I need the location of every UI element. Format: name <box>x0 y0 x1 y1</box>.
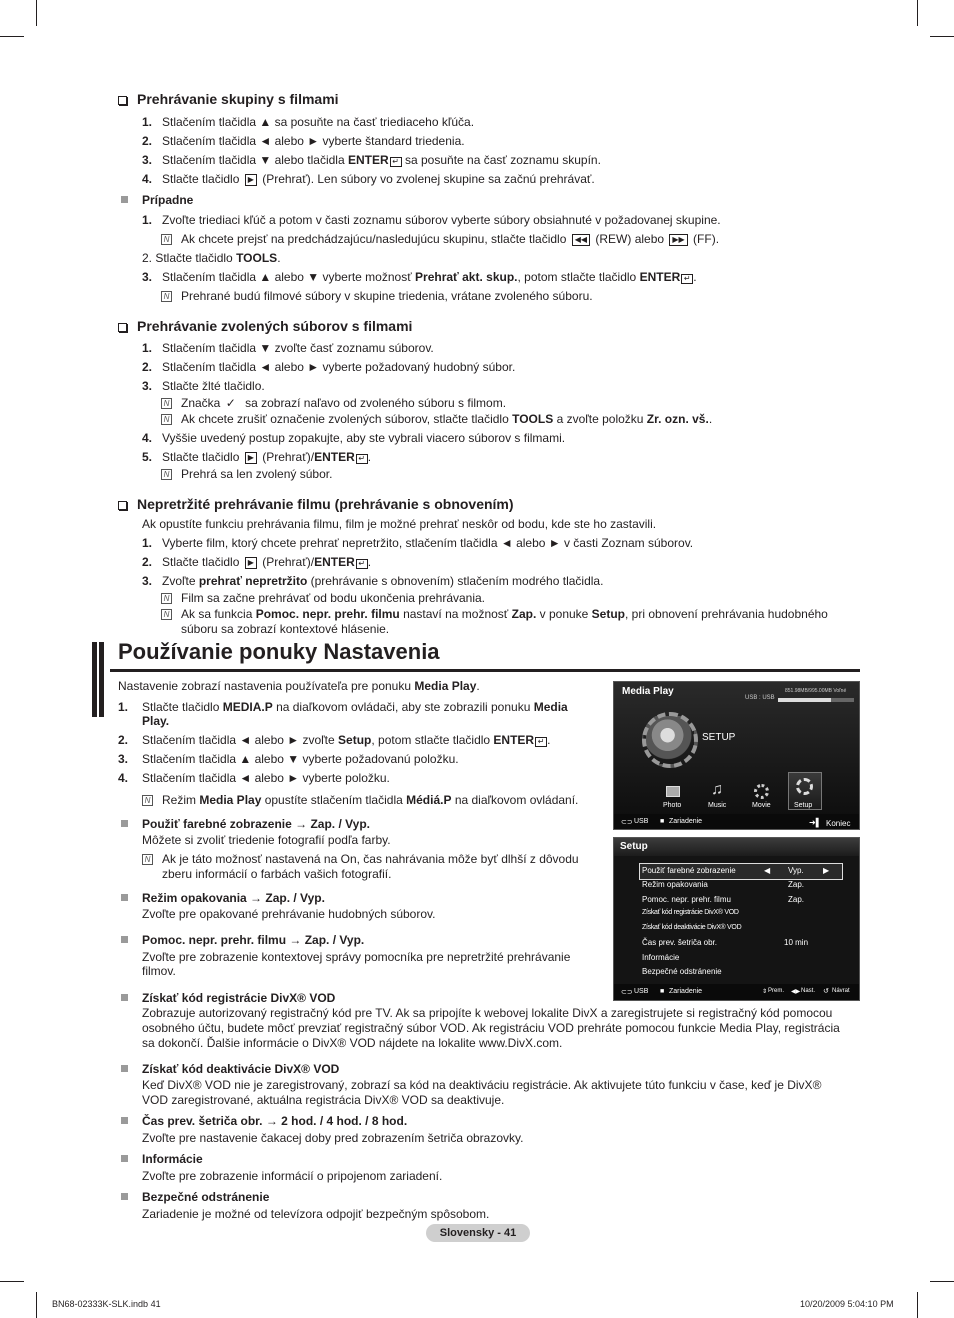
note-icon: N <box>142 795 153 806</box>
rewind-icon: ◀◀ <box>572 234 590 246</box>
play-icon: ▶ <box>245 174 257 186</box>
step-text: Stlačte tlačidlo ▶ (Prehrať)/ENTER ↵ . <box>162 450 372 464</box>
move-label: Prem. <box>768 988 785 994</box>
item-heading: Režim opakovania → Zap. / Vyp. <box>142 891 325 905</box>
bullet-square <box>121 894 128 901</box>
item-heading: Získať kód deaktivácie DivX® VOD <box>142 1062 340 1076</box>
step-text: Stlačením tlačidla ▲ alebo ▼ vyberte požadovanú položku. <box>142 752 459 766</box>
item-desc: Keď DivX® VOD nie je zaregistrovaný, zobrazí sa kód na deaktiváciu registrácie. Ak aktivujete túto funkciu v čase, keď je DivX® <box>142 1078 822 1092</box>
enter-icon: ↵ <box>390 157 402 167</box>
note-icon: N <box>161 469 172 480</box>
item-desc: Môžete si zvoliť triedenie fotografií podľa farby. <box>142 833 391 847</box>
step-number: 3. <box>142 270 153 284</box>
crop-mark <box>917 1292 918 1318</box>
bottom-device: Zariadenie <box>669 818 703 825</box>
step-text: 2. Stlačte tlačidlo TOOLS. <box>142 251 281 265</box>
page-number: Slovensky - 41 <box>426 1224 530 1242</box>
right-arrow-icon: ▶ <box>823 866 830 875</box>
note-icon: N <box>161 609 172 620</box>
setup-label: SETUP <box>702 732 736 743</box>
note-text: Ak chcete zrušiť označenie zvolených súborov, stlačte tlačidlo TOOLS a zvoľte položku Zr. ozn. vš.. <box>181 412 713 426</box>
crop-mark <box>0 36 24 37</box>
photo-label: Photo <box>663 802 682 809</box>
step-text: Stlačením tlačidla ◄ alebo ► vyberte požadovaný hudobný súbor. <box>162 360 516 374</box>
bullet-square <box>121 196 128 203</box>
bottom-bar <box>614 814 860 830</box>
note-icon: N <box>161 398 172 409</box>
capacity-bar <box>778 698 854 702</box>
setup-row-label[interactable]: Pomoc. nepr. prehr. filmu <box>642 895 731 904</box>
title-bar <box>92 642 97 717</box>
step-text: Stlačením tlačidla ◄ alebo ► zvoľte Setup, potom stlačte tlačidlo ENTER ↵ . <box>142 733 551 747</box>
setup-row-value: Zap. <box>788 880 805 889</box>
step-text: Stlačte tlačidlo MEDIA.P na diaľkovom ovládači, aby ste zobrazili ponuku Media <box>142 700 568 714</box>
note-text: Prehrá sa len zvolený súbor. <box>181 467 333 481</box>
photo-icon <box>666 786 680 797</box>
setup-row-label[interactable]: Informácie <box>642 953 680 962</box>
step-number: 5. <box>142 450 153 464</box>
step-number: 3. <box>142 574 153 588</box>
fast-forward-icon: ▶▶ <box>669 234 687 246</box>
adjust-label: Nast. <box>801 988 816 994</box>
step-text: Stlačením tlačidla ▲ alebo ▼ vyberte možnosť Prehrať akt. skup., potom stlačte tlačidlo ENTER ↵ . <box>162 270 697 284</box>
step-text: Stlačením tlačidla ◄ alebo ► vyberte štandard triedenia. <box>162 134 465 148</box>
step-number: 4. <box>142 431 153 445</box>
step-text: Play. <box>142 714 170 728</box>
setup-row-label: Použiť farebné zobrazenie <box>642 866 736 875</box>
step-number: 2. <box>118 733 129 747</box>
step-number: 4. <box>142 172 153 186</box>
step-text: Stlačením tlačidla ▼ alebo tlačidla ENTER ↵ sa posuňte na časť zoznamu skupín. <box>162 153 601 167</box>
print-file-info: BN68-02333K-SLK.indb 41 <box>52 1299 161 1309</box>
setup-row-label[interactable]: Bezpečné odstránenie <box>642 967 722 976</box>
note-icon: N <box>161 414 172 425</box>
item-heading: Informácie <box>142 1152 203 1166</box>
item-desc: Zobrazuje autorizovaný registračný kód pre TV. Ak sa pripojíte k webovej lokalite DivX a zaregistrujete si registračný kód pomocou <box>142 1006 833 1020</box>
bottom-device: Zariadenie <box>669 988 703 995</box>
step-text: Vyššie uvedený postup zopakujte, aby ste vybrali viacero súborov s filmami. <box>162 431 566 445</box>
note-text: Prehrané budú filmové súbory v skupine triedenia, vrátane zvoleného súboru. <box>181 289 593 303</box>
step-number: 4. <box>118 771 129 785</box>
crop-mark <box>917 0 918 26</box>
step-text: Stlačením tlačidla ▲ sa posuňte na časť triediaceho kľúča. <box>162 115 475 129</box>
setup-header <box>614 838 860 856</box>
left-right-icon: ◀▶ <box>791 989 801 995</box>
setup-row-label[interactable]: Získať kód registrácie DivX® VOD <box>642 909 739 916</box>
movie-icon <box>754 784 769 799</box>
bullet-square <box>121 994 128 1001</box>
setup-row-label[interactable]: Režim opakovania <box>642 880 708 889</box>
note-icon: N <box>161 593 172 604</box>
bullet-square <box>121 1193 128 1200</box>
enter-icon: ↵ <box>356 559 368 569</box>
step-number: 1. <box>142 213 153 227</box>
print-date: 10/20/2009 5:04:10 PM <box>800 1299 894 1309</box>
item-heading: Bezpečné odstránenie <box>142 1190 270 1204</box>
step-text: Stlačte tlačidlo ▶ (Prehrať). Len súbory vo zvolenej skupine sa začnú prehrávať. <box>162 172 595 186</box>
step-number: 3. <box>142 153 153 167</box>
step-number: 2. <box>142 360 153 374</box>
note-text: Ak sa funkcia Pomoc. nepr. prehr. filmu nastaví na možnosť Zap. v ponuke Setup, pri obnovení prehrávania hudobného <box>181 607 828 621</box>
device-icon: ■ <box>660 818 665 825</box>
usb-icon: ⊂⊃ <box>621 989 633 996</box>
movie-label: Movie <box>752 802 771 809</box>
title-rule <box>110 669 860 672</box>
note-text: Režim Media Play opustíte stlačením tlačidla Médiá.P na diaľkovom ovládaní. <box>162 793 579 807</box>
step-number: 1. <box>118 700 129 714</box>
item-desc: filmov. <box>142 964 176 978</box>
exit-icon: ➜▌ <box>809 818 822 827</box>
enter-icon: ↵ <box>681 274 693 284</box>
step-number: 2. <box>142 134 153 148</box>
screen-title: Media Play <box>622 686 674 697</box>
item-desc: VOD zaregistrované, aktuálna registrácia DivX® VOD sa deaktivuje. <box>142 1093 505 1107</box>
note-text: Film sa začne prehrávať od bodu ukončenia prehrávania. <box>181 591 486 605</box>
step-text: Stlačte tlačidlo ▶ (Prehrať)/ENTER ↵ . <box>162 555 372 569</box>
note-icon: N <box>161 234 172 245</box>
step-number: 1. <box>142 341 153 355</box>
setup-intro: Nastavenie zobrazí nastavenia používateľa pre ponuku Media Play. <box>118 679 480 693</box>
crop-mark <box>36 1292 37 1318</box>
return-icon: ↺ <box>823 988 829 995</box>
step-text: Zvoľte triediaci kľúč a potom v časti zoznamu súborov vyberte súbory obsiahnuté v požadovanej skupine. <box>162 213 721 227</box>
item-desc: Zariadenie je možné od televízora odpojiť bezpečným spôsobom. <box>142 1207 490 1221</box>
step-text: Zvoľte prehrať nepretržito (prehrávanie s obnovením) stlačením modrého tlačidla. <box>162 574 604 588</box>
step-number: 3. <box>118 752 129 766</box>
item-desc: Zvoľte pre zobrazenie informácií o pripojenom zariadení. <box>142 1169 443 1183</box>
step-text: Stlačte žlté tlačidlo. <box>162 379 265 393</box>
item-heading: Čas prev. šetriča obr. → 2 hod. / 4 hod. / 8 hod. <box>142 1114 408 1128</box>
item-desc: Zvoľte pre opakované prehrávanie hudobných súborov. <box>142 907 436 921</box>
screen-title: Setup <box>620 841 648 852</box>
bullet-square <box>121 1117 128 1124</box>
bottom-usb: USB <box>634 818 649 825</box>
exit-label[interactable]: Koniec <box>826 819 851 828</box>
media-play-screenshot <box>613 681 860 830</box>
music-icon: ♫ <box>711 781 723 798</box>
device-icon: ■ <box>660 988 665 995</box>
note-text: súboru sa zobrazí kontextové hlásenie. <box>181 622 390 636</box>
step-number: 2. <box>142 555 153 569</box>
item-desc: Zvoľte pre zobrazenie kontextovej správy pomocníka pre nepretržité prehrávanie <box>142 950 571 964</box>
back-label[interactable]: Návrat <box>832 988 850 994</box>
enter-icon: ↵ <box>356 454 368 464</box>
left-arrow-icon: ◀ <box>764 866 771 875</box>
item-desc: osobného účtu, budete môcť prevziať registračný súbor VOD. Ak registráciu VOD prehráte pomocou funkcie Media Play, registrácia <box>142 1021 840 1035</box>
bottom-usb: USB <box>634 988 649 995</box>
usb-label: USB : USB <box>745 695 775 701</box>
setup-row-value: Vyp. <box>788 866 804 875</box>
setup-tile-label: Setup <box>794 802 813 809</box>
item-heading: Pomoc. nepr. prehr. filmu → Zap. / Vyp. <box>142 933 365 947</box>
bullet-square <box>121 1155 128 1162</box>
setup-row-value: 10 min <box>784 938 809 947</box>
section-intro: Ak opustíte funkciu prehrávania filmu, film je možné prehrať neskôr od bodu, kde ste ho zastavili. <box>142 517 657 531</box>
bullet-square <box>121 820 128 827</box>
usb-icon: ⊂⊃ <box>621 819 633 826</box>
gear-icon <box>642 712 698 768</box>
bullet-square <box>121 936 128 943</box>
item-heading: Získať kód registrácie DivX® VOD <box>142 991 336 1005</box>
section-heading: Prehrávanie zvolených súborov s filmami <box>118 318 412 335</box>
note-text: zberu informácií o farbách vašich fotografií. <box>162 867 392 881</box>
setup-row-label[interactable]: Získať kód deaktivácie DivX® VOD <box>642 924 742 931</box>
crop-mark <box>930 1281 954 1282</box>
enter-icon: ↵ <box>535 737 547 747</box>
item-desc: sa dokončí. Ďalšie informácie o DivX® VOD nájdete na lokalite www.DivX.com. <box>142 1036 563 1050</box>
setup-screenshot <box>613 837 860 1001</box>
item-heading: Použiť farebné zobrazenie → Zap. / Vyp. <box>142 817 371 831</box>
setup-row-value: Zap. <box>788 895 805 904</box>
note-text: Značka ✓ sa zobrazí naľavo od zvoleného súboru s filmom. <box>181 396 507 410</box>
section-heading: Nepretržité prehrávanie filmu (prehrávanie s obnovením) <box>118 496 514 513</box>
title-bar <box>99 642 104 717</box>
crop-mark <box>0 1281 24 1282</box>
capacity-label: 851.98MB/995.00MB Voľné <box>785 688 847 694</box>
up-down-icon: ⇕ <box>762 989 768 995</box>
step-number: 3. <box>142 379 153 393</box>
step-text: Vyberte film, ktorý chcete prehrať nepretržito, stlačením tlačidla ◄ alebo ► v časti Zoznam súborov. <box>162 536 694 550</box>
gear-icon <box>796 778 813 795</box>
play-icon: ▶ <box>245 452 257 464</box>
section-heading: Prehrávanie skupiny s filmami <box>118 91 339 108</box>
step-text: Stlačením tlačidla ◄ alebo ► vyberte položku. <box>142 771 390 785</box>
music-label: Music <box>708 802 727 809</box>
item-desc: Zvoľte pre nastavenie čakacej doby pred zobrazením šetriča obrazovky. <box>142 1131 524 1145</box>
crop-mark <box>930 36 954 37</box>
note-icon: N <box>142 854 153 865</box>
note-text: Ak je táto možnosť nastavená na On, čas nahrávania môže byť dlhší z dôvodu <box>162 852 579 866</box>
note-text: Ak chcete prejsť na predchádzajúcu/nasledujúcu skupinu, stlačte tlačidlo ◀◀ (REW) alebo ▶▶ (FF). <box>181 232 720 246</box>
step-text: Stlačením tlačidla ▼ zvoľte časť zoznamu súborov. <box>162 341 434 355</box>
crop-mark <box>36 0 37 26</box>
step-number: 1. <box>142 536 153 550</box>
alt-label: Prípadne <box>142 193 194 207</box>
page-title: Používanie ponuky Nastavenia <box>118 639 440 664</box>
play-icon: ▶ <box>245 557 257 569</box>
setup-row-label[interactable]: Čas prev. šetriča obr. <box>642 938 717 947</box>
checkmark-icon: ✓ <box>225 396 236 410</box>
note-icon: N <box>161 291 172 302</box>
bullet-square <box>121 1065 128 1072</box>
step-number: 1. <box>142 115 153 129</box>
